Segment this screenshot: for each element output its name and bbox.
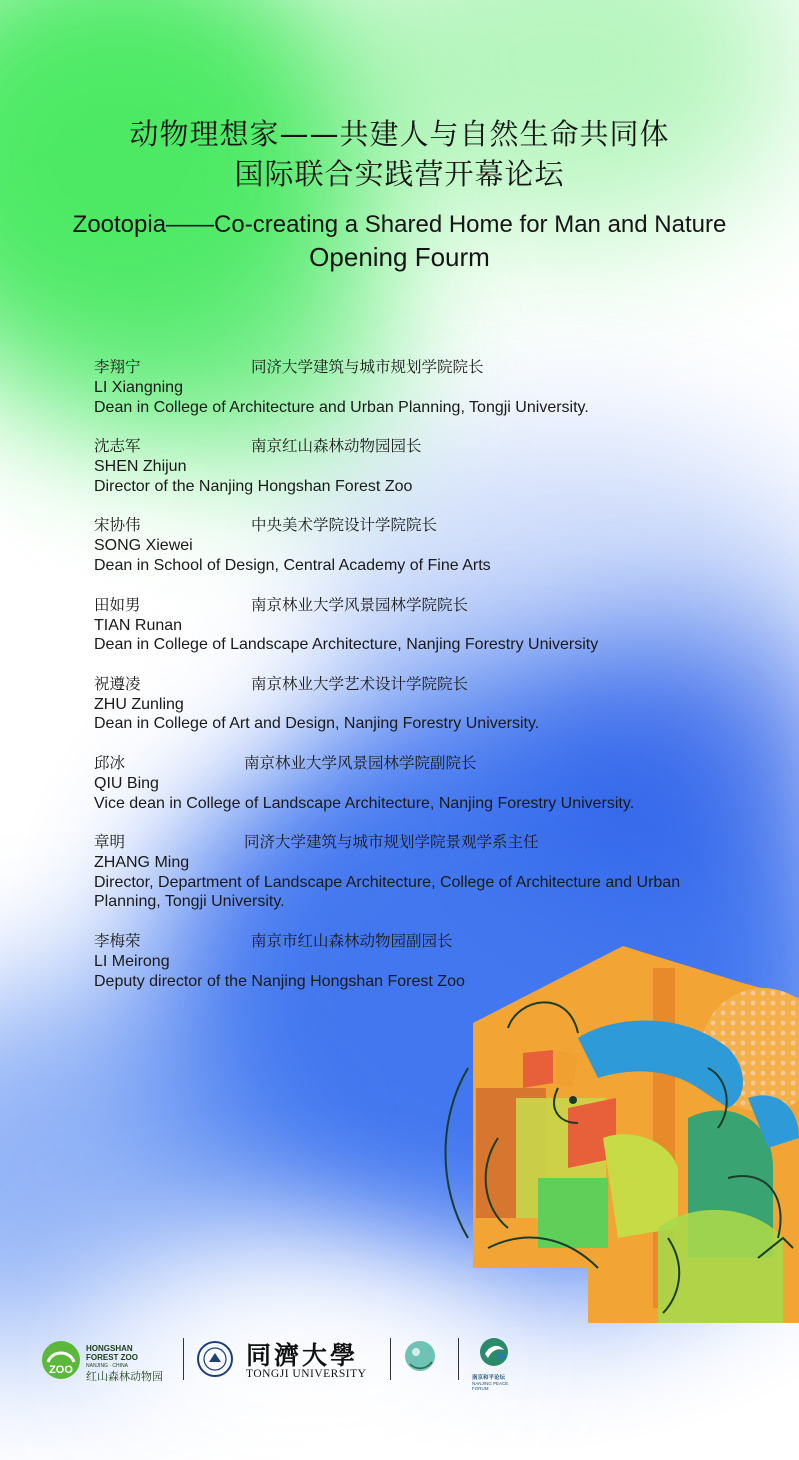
speaker-en-name: QIU Bing (94, 774, 159, 792)
speaker-cn-title: 南京林业大学风景园林学院院长 (251, 595, 469, 614)
speaker-en-name: ZHU Zunling (94, 695, 184, 713)
speaker-en-name: TIAN Runan (94, 616, 183, 634)
tongji-name-en: TONGJI UNIVERSITY (246, 1368, 367, 1380)
speaker-cn-name: 邱冰 (94, 753, 126, 772)
speaker-cn-name: 李翔宁 (94, 358, 141, 376)
logo-divider (183, 1338, 184, 1380)
speaker-cn-title: 南京林业大学艺术设计学院院长 (251, 674, 469, 693)
peace-forum-name-cn: 南京和平论坛 (472, 1375, 506, 1381)
speaker-en-title: Dean in School of Design, Central Academy of Fine Arts (94, 556, 491, 574)
speaker-cn-title: 同济大学建筑与城市规划学院院长 (251, 358, 484, 376)
speaker-en-title: Dean in College of Landscape Architecture, Nanjing Forestry University (94, 636, 599, 654)
speaker-en-name: LI Xiangning (94, 379, 183, 396)
logo-bar (40, 1330, 520, 1390)
speaker-entry (94, 833, 734, 912)
speaker-entry (94, 932, 734, 991)
speaker-en-title: Vice dean in College of Landscape Architecture, Nanjing Forestry University. (94, 794, 635, 812)
tongji-seal-icon (196, 1340, 234, 1378)
speaker-cn-name: 章明 (94, 833, 126, 852)
zoo-name-cn: 红山森林动物园 (86, 1370, 163, 1383)
title-cn-line1: 动物理想家——共建人与自然生命共同体 (129, 117, 670, 151)
speaker-entry (94, 358, 734, 417)
festival-logo-icon (402, 1334, 438, 1382)
speaker-cn-title: 同济大学建筑与城市规划学院景观学系主任 (244, 833, 539, 852)
title-english (60, 208, 739, 275)
tongji-name-cn: 同濟大學 (246, 1341, 359, 1370)
speaker-en-name: SONG Xiewei (94, 537, 193, 555)
speaker-en-title: Director, Department of Landscape Architecture, College of Architecture and Urban Planning, Tongji University. (94, 873, 681, 911)
speaker-entry (94, 437, 734, 496)
speaker-en-name: LI Meirong (94, 952, 170, 970)
speaker-entry (94, 516, 734, 575)
title-cn-line2: 国际联合实践营开幕论坛 (234, 157, 565, 191)
speaker-cn-title: 南京市红山森林动物园副园长 (251, 931, 453, 950)
speaker-entry (94, 675, 734, 734)
speaker-cn-name: 李梅荣 (94, 931, 141, 950)
speaker-cn-name: 宋协伟 (94, 516, 141, 535)
zoo-badge-text: ZOO (49, 1364, 73, 1376)
speaker-entry (94, 754, 734, 813)
title-en-part1: Zootopia——Co-creating a Shared Home for Man and Nature (72, 211, 727, 238)
speaker-cn-name: 沈志军 (94, 437, 141, 456)
speaker-cn-title: 中央美术学院设计学院院长 (251, 516, 438, 535)
peace-forum-logo-icon (478, 1336, 510, 1368)
speaker-en-title: Director of the Nanjing Hongshan Forest Zoo (94, 477, 413, 495)
title-chinese (0, 114, 799, 194)
peace-forum-name-en: NANJING PEACE FORUM (472, 1381, 509, 1391)
zoo-location: NANJING · CHINA (86, 1363, 128, 1369)
title-en-part2: Opening Fourm (309, 242, 490, 272)
speaker-en-title: Dean in College of Architecture and Urban Planning, Tongji University. (94, 398, 589, 416)
speaker-list (94, 358, 734, 1011)
zoo-name-en: HONGSHAN FOREST ZOO (86, 1344, 138, 1362)
speaker-entry (94, 596, 734, 655)
speaker-cn-name: 田如男 (94, 595, 141, 614)
hongshan-zoo-logo-icon (40, 1340, 82, 1382)
logo-divider (458, 1338, 459, 1380)
speaker-en-name: ZHANG Ming (94, 854, 190, 872)
speaker-cn-title: 南京红山森林动物园园长 (251, 437, 422, 456)
speaker-cn-name: 祝遵凌 (94, 674, 141, 693)
speaker-en-title: Deputy director of the Nanjing Hongshan Forest Zoo (94, 972, 465, 990)
speaker-en-name: SHEN Zhijun (94, 458, 187, 476)
speaker-en-title: Dean in College of Art and Design, Nanjing Forestry University. (94, 715, 540, 733)
zoo-logo-text (86, 1344, 166, 1371)
speaker-cn-title: 南京林业大学风景园林学院副院长 (244, 753, 477, 772)
logo-divider (390, 1338, 391, 1380)
